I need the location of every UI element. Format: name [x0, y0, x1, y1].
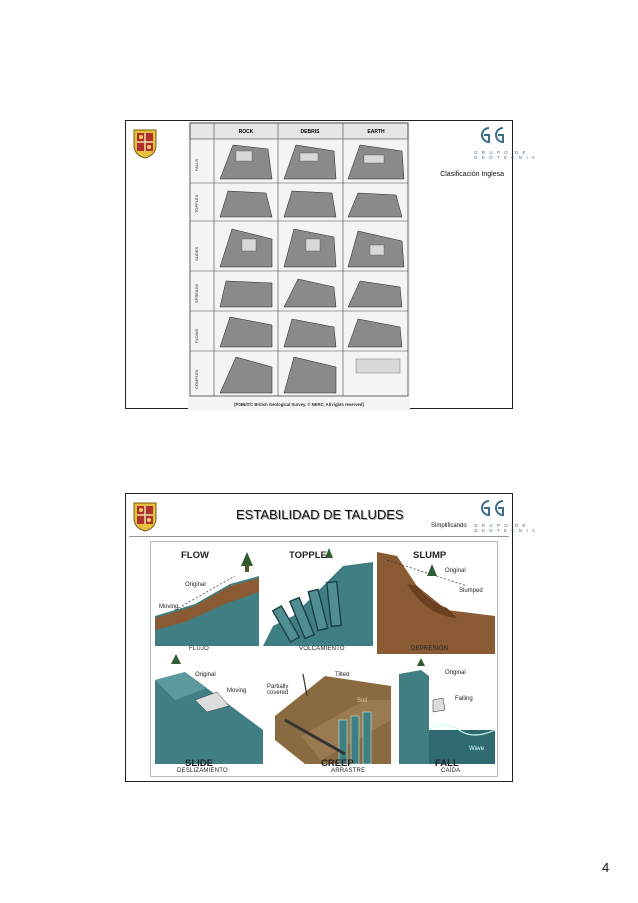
geotecnia-logo: [474, 498, 537, 533]
label-arrastre: ARRASTRE: [331, 768, 366, 774]
university-crest-icon: [132, 127, 158, 159]
panel-flow: [155, 546, 259, 654]
panel-note: Original: [445, 670, 466, 676]
panel-heading: SLIDE: [185, 758, 213, 769]
panel-note: Original: [195, 672, 216, 678]
panel-note: Tilted: [335, 672, 350, 678]
panel-note: Original: [445, 568, 466, 574]
panel-note: Moving: [227, 688, 247, 694]
row-flows: FLOWS: [194, 328, 199, 343]
page-number: 4: [602, 860, 610, 875]
panel-note: Moving: [159, 604, 179, 610]
geotecnia-logo-icon: [476, 125, 506, 145]
row-spreads: SPREADS: [194, 283, 199, 303]
topple-illustration: [263, 546, 373, 654]
geotecnia-logo-icon: [476, 498, 506, 518]
university-crest-icon: [132, 500, 158, 532]
panel-creep: [265, 660, 395, 774]
label-flujo: FLUJO: [189, 646, 210, 652]
panel-heading: TOPPLE: [289, 550, 327, 561]
row-complex: COMPLEX: [194, 369, 199, 389]
figure-caption: (P086/ITC British Geological Survey. © NERC. All rights reserved): [234, 402, 364, 407]
label-volcamiento: VOLCAMIENTO: [299, 646, 345, 652]
label-caida: CAÍDA: [441, 768, 461, 774]
col-rock: ROCK: [238, 129, 254, 135]
col-earth: EARTH: [367, 129, 385, 135]
panel-slump: [377, 546, 495, 654]
panel-heading: CREEP: [321, 758, 354, 769]
geotecnia-logo: [474, 125, 537, 160]
slide-classification: [125, 120, 537, 409]
label-depresion: DEPRESIÓN: [411, 646, 449, 652]
creep-illustration: [265, 660, 395, 774]
panel-note: Original: [185, 582, 206, 588]
slide-title: ESTABILIDAD DE TALUDES: [236, 507, 404, 522]
row-falls: FALLS: [194, 158, 199, 171]
panel-heading: SLUMP: [413, 550, 447, 561]
logo-text: G R U P O D E G E O T E C N I A: [474, 523, 537, 533]
title-divider: [129, 536, 509, 537]
panel-note: Partially covered: [267, 684, 289, 696]
subtitle-simplificando: Simplificando: [431, 523, 467, 529]
panel-heading: FALL: [435, 758, 459, 769]
slump-illustration: [377, 546, 495, 654]
panel-note: Slumped: [459, 588, 483, 594]
row-slides: SLIDES: [194, 246, 199, 261]
col-debris: DEBRIS: [300, 129, 320, 135]
label-deslizamiento: DESLIZAMIENTO: [177, 768, 228, 774]
fall-illustration: [399, 660, 495, 774]
panel-slide: [155, 660, 263, 774]
panel-fall: [399, 660, 495, 774]
slide-slope-stability: [125, 493, 537, 782]
row-topples: TOPPLES: [194, 194, 199, 213]
classification-label: Clasificación Inglesa: [440, 171, 504, 178]
classification-table-image: [188, 121, 410, 410]
panel-note: Falling: [455, 696, 473, 702]
landslide-classification-figure: [188, 121, 410, 410]
panel-note: Soil: [357, 698, 368, 704]
panel-topple: [263, 546, 373, 654]
mass-movement-types-figure: [150, 541, 498, 777]
panel-heading: FLOW: [181, 550, 209, 561]
flow-illustration: [155, 546, 259, 654]
panel-note: Wave: [469, 746, 485, 752]
logo-text: G R U P O D E G E O T E C N I A: [474, 150, 537, 160]
